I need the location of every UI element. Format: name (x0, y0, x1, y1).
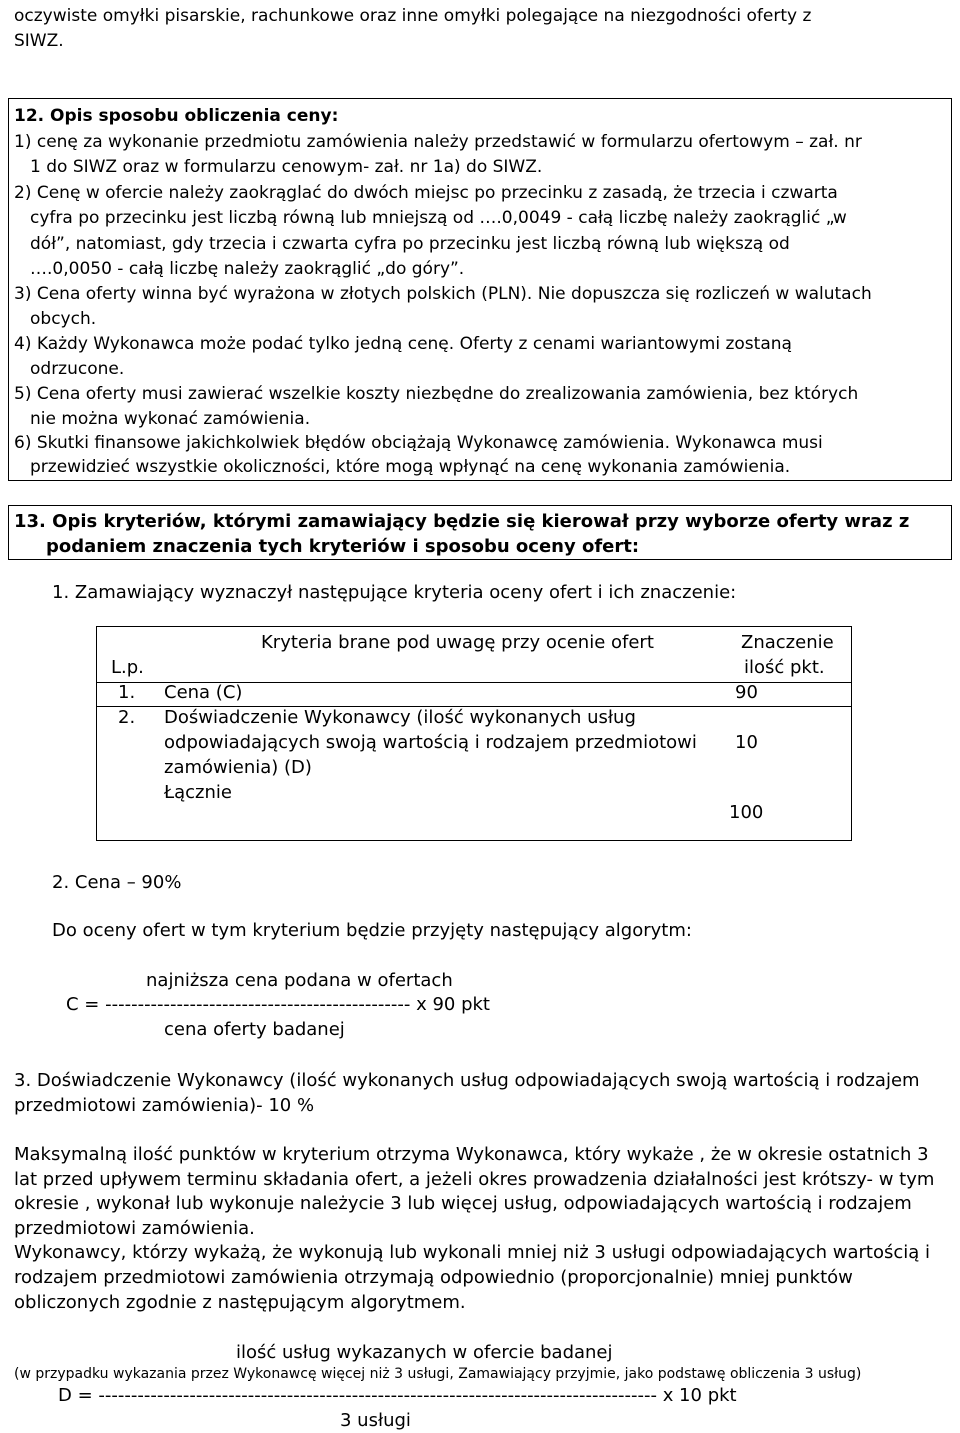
s12-item6-line1: 6) Skutki finansowe jakichkolwiek błędów obciążają Wykonawcę zamówienia. Wykonawca musi (14, 433, 823, 453)
point-3-line1: 3. Doświadczenie Wykonawcy (ilość wykonanych usług odpowiadających swoją wartością i rodzajem (14, 1070, 920, 1091)
s12-item3-line1: 3) Cena oferty winna być wyrażona w złotych polskich (PLN). Nie dopuszcza się rozliczeń w walutach (14, 284, 872, 304)
row1-weight: 90 (735, 682, 758, 703)
table-header-criteria: Kryteria brane pod uwagę przy ocenie ofert (261, 632, 654, 653)
s12-item1-line2: 1 do SIWZ oraz w formularzu cenowym- zał. nr 1a) do SIWZ. (30, 157, 543, 177)
s12-item4-line2: odrzucone. (30, 359, 125, 379)
s12-item4-line1: 4) Każdy Wykonawca może podać tylko jedną cenę. Oferty z cenami wariantowymi zostaną (14, 334, 792, 354)
table-header-weight-line1: Znaczenie (741, 632, 834, 653)
s12-item2-line2: cyfra po przecinku jest liczbą równą lub mniejszą od ….0,0049 - całą liczbę należy zaokrąglić „w (30, 208, 847, 228)
s12-item3-line2: obcych. (30, 309, 97, 329)
formula-d-note: (w przypadku wykazania przez Wykonawcę więcej niż 3 usługi, Zamawiający przyjmie, jako podstawę obliczenia 3 usług) (14, 1366, 862, 1382)
s12-item2-line1: 2) Cenę w ofercie należy zaokrąglać do dwóch miejsc po przecinku z zasadą, że trzecia i czwarta (14, 183, 838, 203)
s12-item5-line1: 5) Cena oferty musi zawierać wszelkie koszty niezbędne do zrealizowania zamówienia, bez których (14, 384, 859, 404)
section-13-heading-line1: 13. Opis kryteriów, którymi zamawiający będzie się kierował przy wyborze oferty wraz z (14, 511, 910, 532)
criteria-intro: 1. Zamawiający wyznaczył następujące kryteria oceny ofert i ich znaczenie: (52, 582, 737, 603)
formula-d-line: D = -------------------------------------------------------------------------------------- x 10 pkt (58, 1385, 737, 1406)
para2-line2: rodzajem przedmiotowi zamówienia otrzymają odpowiednio (proporcjonalnie) mniej punktów (14, 1267, 853, 1288)
s12-item5-line2: nie można wykonać zamówienia. (30, 409, 311, 429)
para2-line1: Wykonawcy, którzy wykażą, że wykonują lub wykonali mniej niż 3 usługi odpowiadających wartością i (14, 1242, 930, 1263)
row2-criteria-line1: Doświadczenie Wykonawcy (ilość wykonanych usług (164, 707, 636, 728)
point-2-price: 2. Cena – 90% (52, 872, 182, 893)
row1-criteria: Cena (C) (164, 682, 243, 703)
row2-lp: 2. (118, 707, 136, 728)
formula-c-numerator: najniższa cena podana w ofertach (146, 970, 453, 991)
formula-d-numerator: ilość usług wykazanych w ofercie badanej (236, 1342, 613, 1363)
section-13-heading-line2: podaniem znaczenia tych kryteriów i sposobu oceny ofert: (46, 536, 640, 557)
intro-line-2: SIWZ. (14, 31, 64, 51)
row3-criteria: Łącznie (164, 782, 232, 803)
row2-criteria-line3: zamówienia) (D) (164, 757, 312, 778)
para2-line3: obliczonych zgodnie z następującym algorytmem. (14, 1292, 466, 1313)
s12-item1-line1: 1) cenę za wykonanie przedmiotu zamówienia należy przedstawić w formularzu ofertowym – zał. nr (14, 132, 862, 152)
row3-weight: 100 (729, 802, 764, 823)
point-3-line2: przedmiotowi zamówienia)- 10 % (14, 1095, 315, 1116)
s12-item2-line4: ….0,0050 - całą liczbę należy zaokrąglić „do góry”. (30, 259, 465, 279)
table-header-weight-line2: ilość pkt. (744, 657, 825, 678)
section-12-heading: 12. Opis sposobu obliczenia ceny: (14, 106, 339, 126)
para1-line4: przedmiotowi zamówienia. (14, 1218, 255, 1239)
row2-weight: 10 (735, 732, 758, 753)
formula-d-denominator: 3 usługi (340, 1410, 411, 1431)
row2-criteria-line2: odpowiadających swoją wartością i rodzajem przedmiotowi (164, 732, 697, 753)
intro-line-1: oczywiste omyłki pisarskie, rachunkowe oraz inne omyłki polegające na niezgodności oferty z (14, 6, 812, 26)
s12-item6-line2: przewidzieć wszystkie okoliczności, które mogą wpłynąć na cenę wykonania zamówienia. (30, 457, 791, 477)
s12-item2-line3: dół”, natomiast, gdy trzecia i czwarta cyfra po przecinku jest liczbą równą lub większą od (30, 234, 790, 254)
formula-intro: Do oceny ofert w tym kryterium będzie przyjęty następujący algorytm: (52, 920, 692, 941)
row1-lp: 1. (118, 682, 136, 703)
para1-line2: lat przed upływem terminu składania ofert, a jeżeli okres prowadzenia działalności jest krótszy- w tym (14, 1169, 935, 1190)
para1-line3: okresie , wykonał lub wykonuje należycie 3 lub więcej usług, odpowiadających wartością i rodzajem (14, 1193, 912, 1214)
para1-line1: Maksymalną ilość punktów w kryterium otrzyma Wykonawca, który wykaże , że w okresie ostatnich 3 (14, 1144, 929, 1165)
formula-c-denominator: cena oferty badanej (164, 1019, 345, 1040)
table-header-lp: L.p. (111, 657, 144, 678)
formula-c-line: C = ----------------------------------------------- x 90 pkt (66, 994, 490, 1015)
